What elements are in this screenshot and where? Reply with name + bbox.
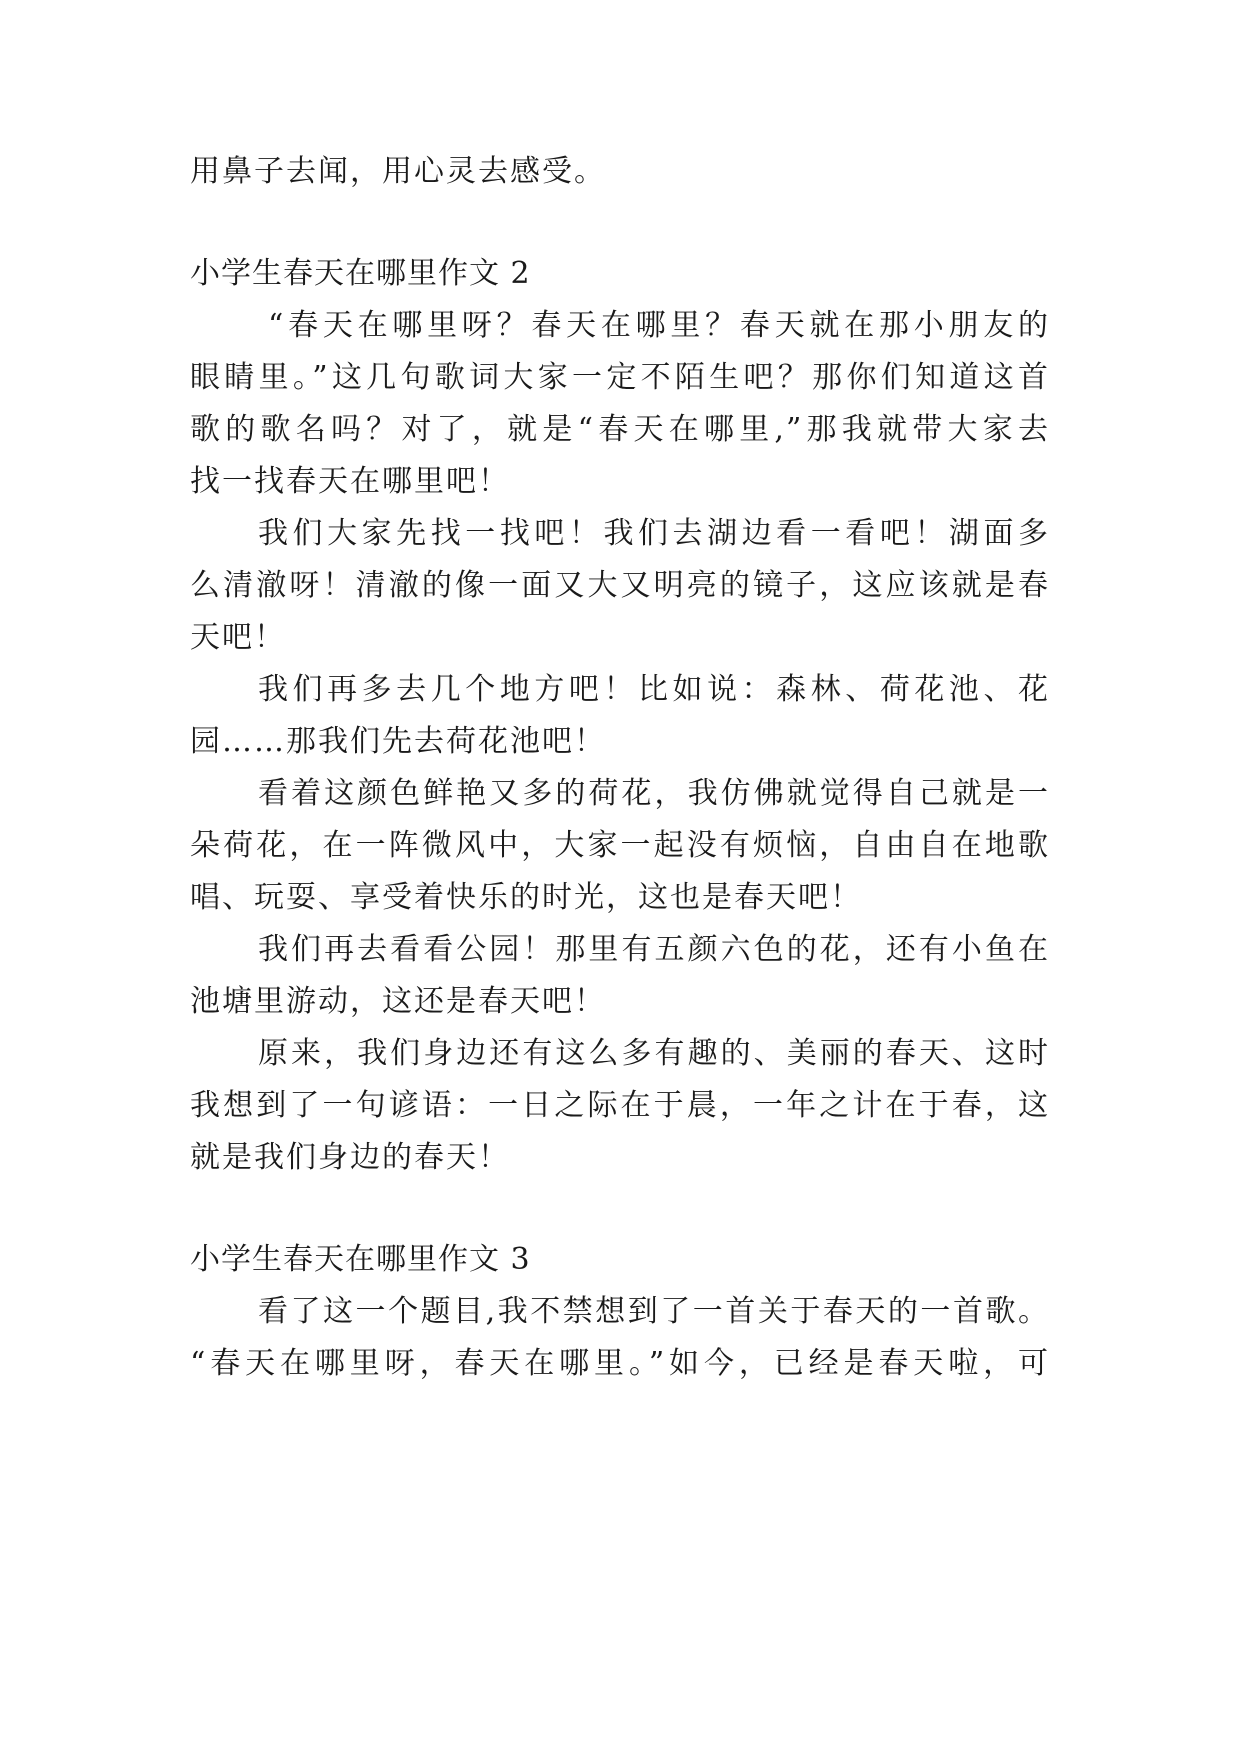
paragraph-line: 看着这颜色鲜艳又多的荷花，我仿佛就觉得自己就是一 — [258, 776, 1050, 811]
paragraph-line: 园……那我们先去荷花池吧！ — [190, 724, 606, 759]
paragraph-line: 找一找春天在哪里吧！ — [190, 464, 510, 499]
paragraph-line: 看了这一个题目,我不禁想到了一首关于春天的一首歌。 — [258, 1294, 1050, 1329]
section-heading-3: 小学生春天在哪里作文 3 — [190, 1242, 531, 1277]
paragraph-line: 我们大家先找一找吧！我们去湖边看一看吧！湖面多 — [258, 516, 1050, 551]
paragraph-line: 我们再多去几个地方吧！比如说：森林、荷花池、花 — [258, 672, 1050, 707]
paragraph-line: 我们再去看看公园！那里有五颜六色的花，还有小鱼在 — [258, 932, 1050, 967]
paragraph-line: 原来，我们身边还有这么多有趣的、美丽的春天、这时 — [258, 1036, 1050, 1071]
paragraph-line: 天吧！ — [190, 620, 286, 655]
paragraph-line: 朵荷花，在一阵微风中，大家一起没有烦恼，自由自在地歌 — [190, 828, 1050, 863]
paragraph-line: 池塘里游动，这还是春天吧！ — [190, 984, 606, 1019]
paragraph-line: 就是我们身边的春天！ — [190, 1140, 510, 1175]
paragraph-line: 唱、玩耍、享受着快乐的时光，这也是春天吧！ — [190, 880, 862, 915]
paragraph-line: 歌的歌名吗？对了，就是“春天在哪里,”那我就带大家去 — [190, 412, 1050, 447]
paragraph-line: 用鼻子去闻，用心灵去感受。 — [190, 154, 606, 189]
paragraph-line: “春天在哪里呀？春天在哪里？春天就在那小朋友的 — [268, 308, 1050, 343]
paragraph-line: “春天在哪里呀，春天在哪里。”如今，已经是春天啦，可 — [190, 1346, 1050, 1381]
paragraph-line: 么清澈呀！清澈的像一面又大又明亮的镜子，这应该就是春 — [190, 568, 1050, 603]
paragraph-line: 眼睛里。”这几句歌词大家一定不陌生吧？那你们知道这首 — [190, 360, 1050, 395]
paragraph-line: 我想到了一句谚语：一日之际在于晨，一年之计在于春，这 — [190, 1088, 1050, 1123]
section-heading-2: 小学生春天在哪里作文 2 — [190, 256, 531, 291]
